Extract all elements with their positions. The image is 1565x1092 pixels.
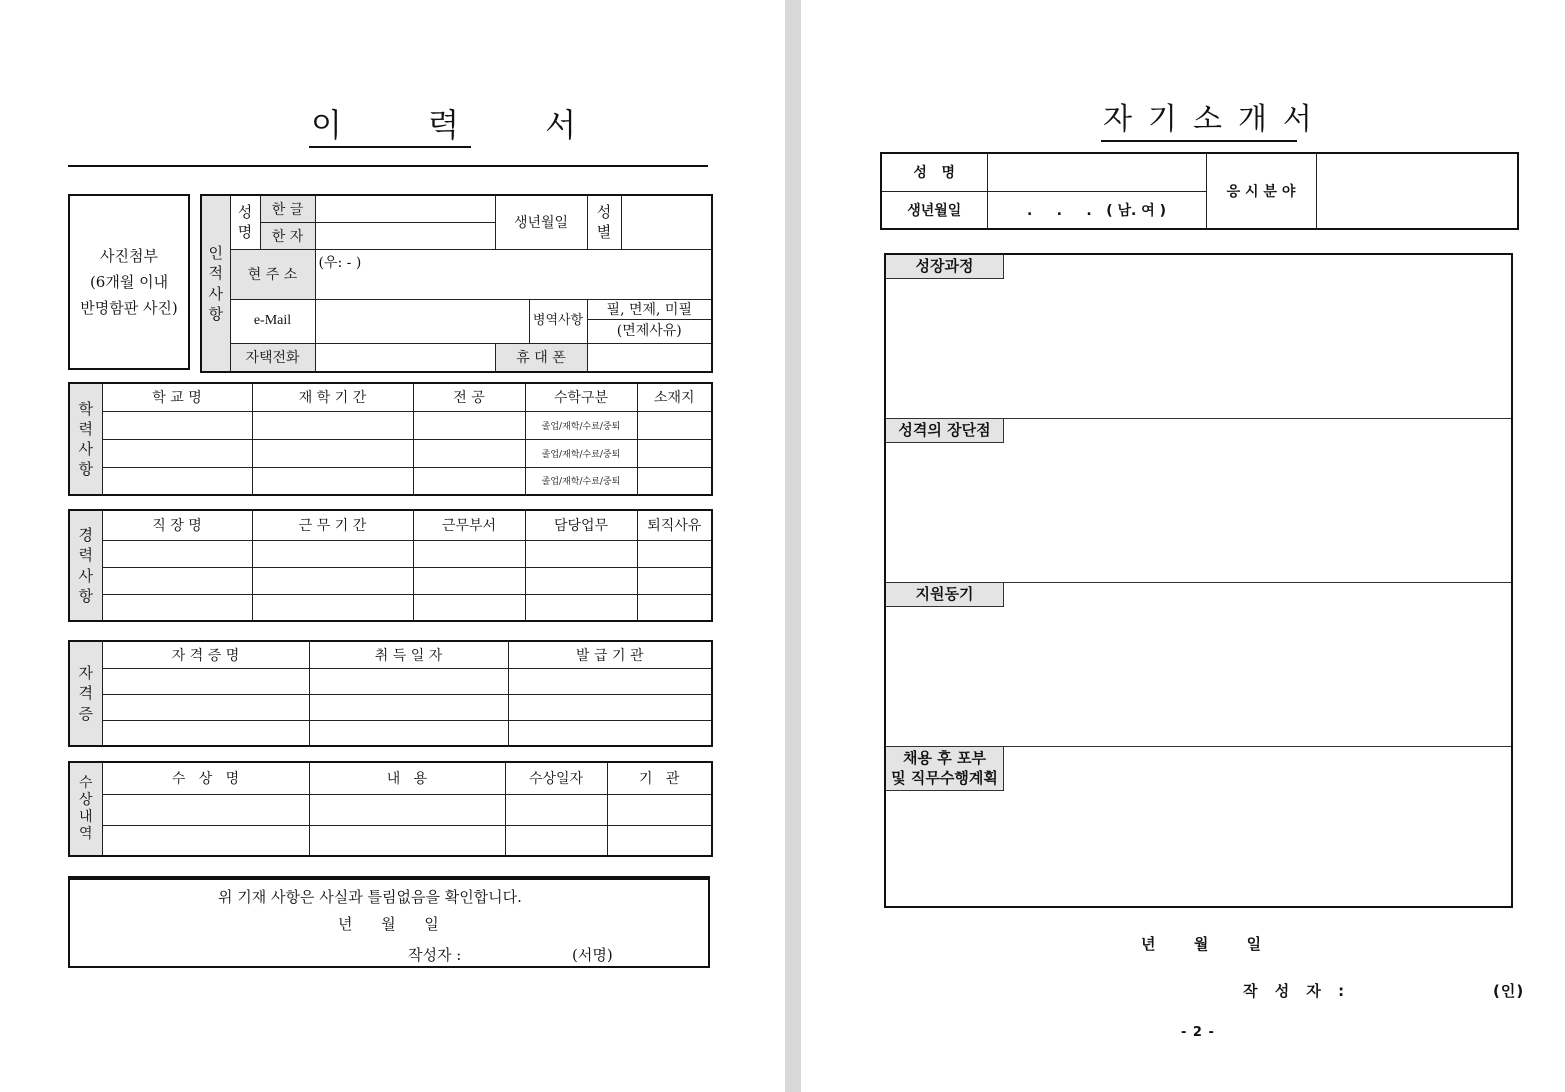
confirm-statement: 위 기재 사항은 사실과 틀림없음을 확인합니다.: [218, 888, 522, 906]
gender-label: 성별: [587, 195, 621, 249]
home-phone-label: 자택전화: [230, 343, 315, 372]
edu-cell[interactable]: [413, 411, 525, 439]
license-section-label: 자격증: [69, 641, 102, 746]
gender-field[interactable]: [621, 195, 712, 249]
section-growth-label: 성장과정: [886, 255, 1004, 279]
personal-section-label: 인적사항: [201, 195, 230, 372]
edu-status-cell[interactable]: 졸업/재학/수료/중퇴: [525, 439, 637, 467]
license-cell[interactable]: [309, 694, 508, 720]
award-header-date: 수상일자: [505, 762, 607, 794]
award-section-label: 수상내역: [69, 762, 102, 856]
confirmation-box: [68, 876, 710, 968]
military-options-cell: [587, 299, 712, 343]
career-cell[interactable]: [637, 540, 712, 567]
award-cell[interactable]: [309, 794, 505, 825]
edu-cell[interactable]: [637, 439, 712, 467]
military-reason[interactable]: (면제사유): [616, 323, 682, 339]
confirm-writer-label: 작성자 :: [408, 946, 462, 964]
confirm-sign[interactable]: (서명): [572, 946, 613, 964]
mobile-field[interactable]: [587, 343, 712, 372]
intro-info-table: [880, 152, 1519, 230]
career-cell[interactable]: [413, 594, 525, 621]
section-personality[interactable]: [886, 419, 1511, 583]
intro-title: 자기소개서: [1101, 100, 1297, 142]
career-header-reason: 퇴직사유: [637, 510, 712, 540]
career-cell[interactable]: [252, 594, 413, 621]
section-plan[interactable]: [886, 747, 1511, 906]
birth-label: 생년월일: [495, 195, 587, 249]
career-table: [68, 509, 713, 622]
military-options[interactable]: 필, 면제, 미필: [588, 300, 712, 320]
edu-cell[interactable]: [252, 411, 413, 439]
zip-code: (우: - ): [318, 254, 362, 271]
education-section-label: 학력사항: [69, 383, 102, 495]
license-cell[interactable]: [102, 668, 309, 694]
license-cell[interactable]: [102, 694, 309, 720]
edu-cell[interactable]: [413, 439, 525, 467]
edu-cell[interactable]: [637, 411, 712, 439]
award-cell[interactable]: [607, 794, 712, 825]
section-motivation-label: 지원동기: [886, 583, 1004, 607]
award-cell[interactable]: [102, 825, 309, 856]
career-cell[interactable]: [413, 567, 525, 594]
award-header-org: 기 관: [607, 762, 712, 794]
intro-field-value[interactable]: [1316, 153, 1518, 229]
edu-cell[interactable]: [102, 467, 252, 495]
career-cell[interactable]: [525, 567, 637, 594]
edu-status-cell[interactable]: 졸업/재학/수료/중퇴: [525, 467, 637, 495]
license-header-date: 취 득 일 자: [309, 641, 508, 668]
intro-writer-label: 작 성 자 :: [1243, 982, 1351, 1000]
career-cell[interactable]: [252, 567, 413, 594]
section-plan-label: 채용 후 포부 및 직무수행계획: [886, 747, 1004, 791]
mobile-label: 휴 대 폰: [495, 343, 587, 372]
career-cell[interactable]: [525, 540, 637, 567]
career-cell[interactable]: [525, 594, 637, 621]
intro-name-label: 성 명: [881, 153, 987, 191]
email-label: e-Mail: [230, 299, 315, 343]
title-rule: [68, 165, 708, 167]
edu-header-location: 소재지: [637, 383, 712, 411]
email-field[interactable]: [315, 299, 529, 343]
career-header-duty: 담당업무: [525, 510, 637, 540]
license-cell[interactable]: [508, 720, 712, 746]
edu-cell[interactable]: [252, 439, 413, 467]
career-cell[interactable]: [637, 594, 712, 621]
license-cell[interactable]: [508, 694, 712, 720]
award-cell[interactable]: [505, 794, 607, 825]
self-intro-page: [801, 0, 1565, 1092]
license-cell[interactable]: [102, 720, 309, 746]
award-cell[interactable]: [309, 825, 505, 856]
resume-title: 이 력 서: [309, 104, 471, 148]
award-cell[interactable]: [505, 825, 607, 856]
edu-cell[interactable]: [252, 467, 413, 495]
license-cell[interactable]: [309, 720, 508, 746]
career-section-label: 경력사항: [69, 510, 102, 621]
personal-info-table: [200, 194, 713, 373]
intro-essay-box: [884, 253, 1513, 908]
license-cell[interactable]: [508, 668, 712, 694]
page-number: - 2 -: [1181, 1025, 1215, 1040]
career-cell[interactable]: [102, 540, 252, 567]
career-cell[interactable]: [413, 540, 525, 567]
section-motivation[interactable]: [886, 583, 1511, 747]
photo-box[interactable]: 사진첨부 (6개월 이내 반명함판 사진): [68, 194, 190, 370]
award-cell[interactable]: [607, 825, 712, 856]
address-field[interactable]: [315, 249, 712, 299]
license-cell[interactable]: [309, 668, 508, 694]
career-cell[interactable]: [102, 594, 252, 621]
hangul-label: 한 글: [260, 195, 315, 222]
edu-status-cell[interactable]: 졸업/재학/수료/중퇴: [525, 411, 637, 439]
edu-header-school: 학 교 명: [102, 383, 252, 411]
edu-header-major: 전 공: [413, 383, 525, 411]
intro-birth-label: 생년월일: [881, 191, 987, 229]
license-header-name: 자 격 증 명: [102, 641, 309, 668]
edu-cell[interactable]: [102, 411, 252, 439]
edu-cell[interactable]: [102, 439, 252, 467]
award-table: [68, 761, 713, 857]
edu-cell[interactable]: [413, 467, 525, 495]
section-growth[interactable]: [886, 255, 1511, 419]
name-label: 성명: [230, 195, 260, 249]
award-cell[interactable]: [102, 794, 309, 825]
career-cell[interactable]: [637, 567, 712, 594]
career-cell[interactable]: [252, 540, 413, 567]
award-header-content: 내 용: [309, 762, 505, 794]
address-label: 현 주 소: [230, 249, 315, 299]
intro-field-label: 응 시 분 야: [1206, 153, 1316, 229]
confirm-date[interactable]: 년 월 일: [338, 915, 439, 933]
career-cell[interactable]: [102, 567, 252, 594]
home-phone-field[interactable]: [315, 343, 495, 372]
military-label: 병역사항: [529, 299, 587, 343]
license-table: [68, 640, 713, 747]
section-personality-label: 성격의 장단점: [886, 419, 1004, 443]
education-table: [68, 382, 713, 496]
career-header-dept: 근무부서: [413, 510, 525, 540]
hanja-label: 한 자: [260, 222, 315, 249]
hanja-name-field[interactable]: [315, 222, 495, 249]
edu-cell[interactable]: [637, 467, 712, 495]
intro-seal[interactable]: (인): [1493, 982, 1525, 1000]
career-header-period: 근 무 기 간: [252, 510, 413, 540]
hangul-name-field[interactable]: [315, 195, 495, 222]
intro-date[interactable]: 년 월 일: [1141, 935, 1263, 953]
page-separator: [785, 0, 801, 1092]
award-header-name: 수 상 명: [102, 762, 309, 794]
license-header-issuer: 발 급 기 관: [508, 641, 712, 668]
edu-header-status: 수학구분: [525, 383, 637, 411]
intro-name-field[interactable]: [987, 153, 1206, 191]
edu-header-period: 재 학 기 간: [252, 383, 413, 411]
intro-birth-value[interactable]: . . . ( 남. 여 ): [987, 191, 1206, 229]
career-header-company: 직 장 명: [102, 510, 252, 540]
